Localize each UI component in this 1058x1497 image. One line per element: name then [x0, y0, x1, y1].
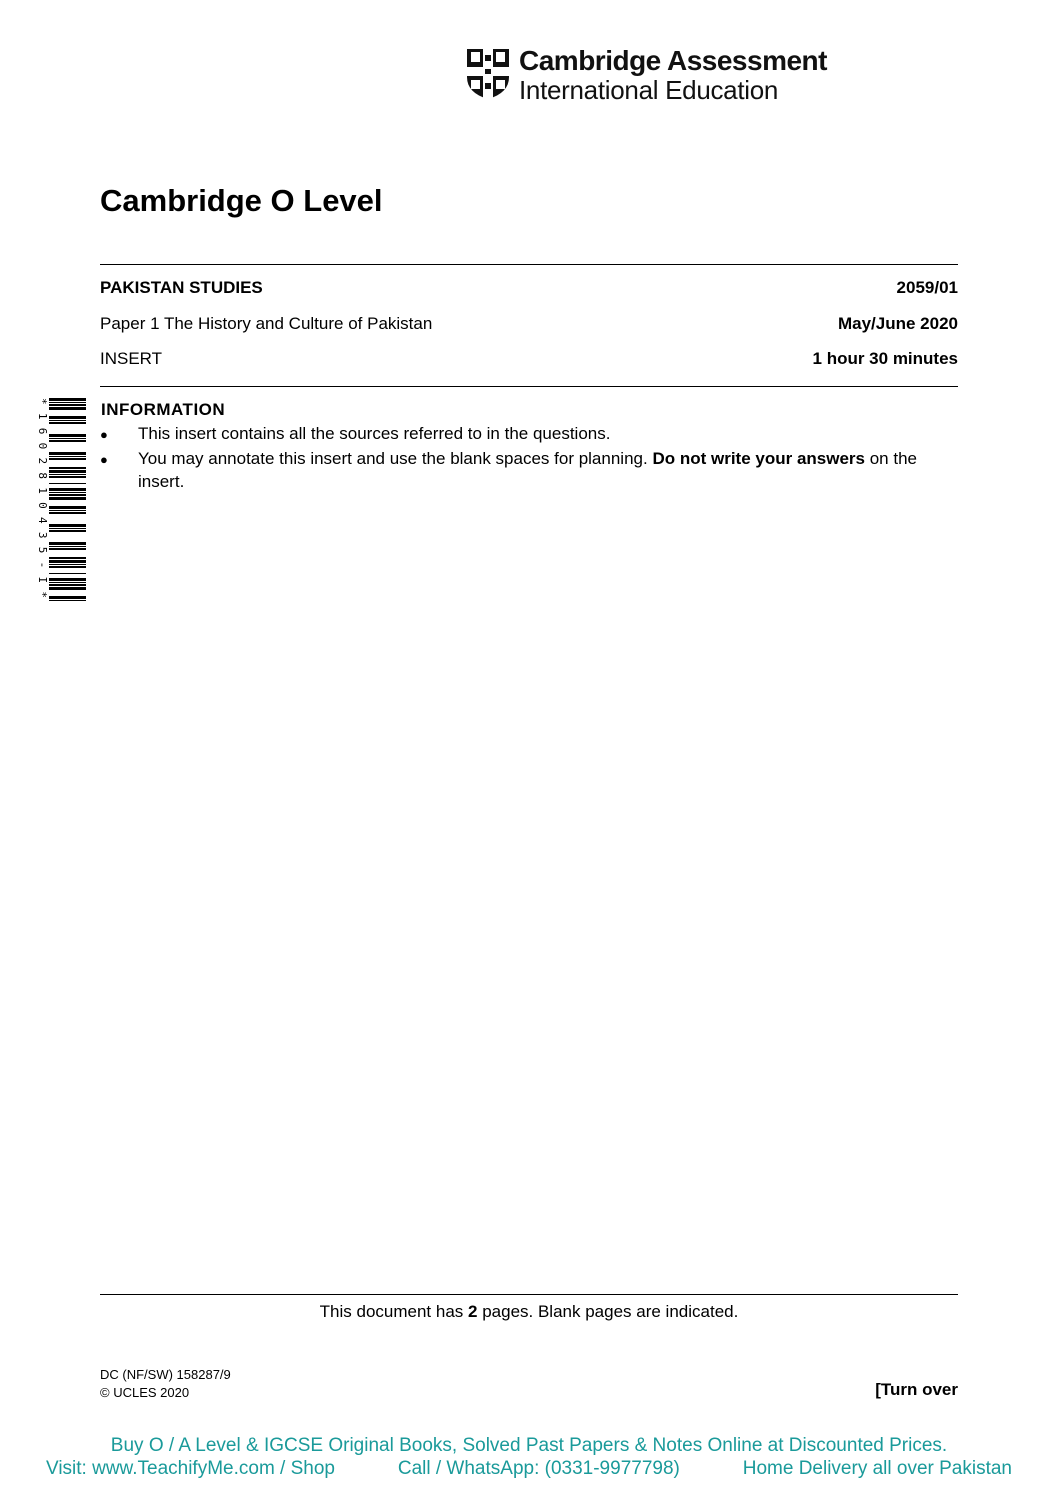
barcode-bar [49, 467, 86, 469]
barcode-bar [49, 497, 86, 500]
barcode-bar [49, 573, 86, 574]
barcode-bar [49, 546, 86, 547]
bullet-text-part: You may annotate this insert and use the blank spaces for planning. [138, 448, 653, 468]
barcode-bar [49, 416, 86, 419]
barcode-bar [49, 560, 86, 563]
promo-phone[interactable]: Call / WhatsApp: (0331-9977798) [397, 1458, 680, 1479]
promo-contacts [0, 1458, 1058, 1480]
barcode-bar [49, 458, 86, 460]
barcode-bar [49, 398, 86, 401]
list-item [100, 447, 958, 494]
divider-bottom [100, 1294, 958, 1295]
barcode-bar [49, 587, 86, 590]
page-count-note [100, 1302, 958, 1322]
barcode-bar [49, 582, 86, 583]
paper-code: 2059/01 [896, 278, 958, 297]
barcode-bar [49, 492, 86, 493]
document-reference: DC (NF/SW) 158287/9 [100, 1367, 231, 1382]
barcode-bar [49, 407, 86, 410]
bullet-text-bold: Do not write your answers [652, 448, 865, 468]
university-shield-icon [465, 47, 511, 101]
barcode-bar [49, 548, 86, 550]
barcode-bar [49, 564, 86, 565]
logo-line-2: International Education [519, 75, 779, 105]
barcode-bar [49, 542, 86, 545]
subject-name: PAKISTAN STUDIES [100, 278, 263, 297]
barcode-bar [49, 440, 86, 442]
barcode-bar [49, 438, 86, 439]
type-row [100, 349, 958, 369]
document-type: INSERT [100, 349, 163, 368]
bullet-text: This insert contains all the sources referred to in the questions. [138, 424, 611, 443]
barcode-bar [49, 420, 86, 421]
barcode-bar [49, 474, 86, 475]
barcode-bar [49, 578, 86, 581]
logo-line-1: Cambridge Assessment [519, 45, 827, 76]
barcode-bar [49, 404, 86, 406]
divider-middle [100, 386, 958, 387]
list-item [100, 422, 958, 447]
barcode-graphic [36, 398, 86, 601]
page-title: Cambridge O Level [100, 183, 383, 218]
footer-reference [100, 1366, 231, 1402]
barcode-bar [49, 524, 86, 527]
turn-over: [Turn over [875, 1380, 958, 1399]
information-list [100, 422, 958, 494]
promo-delivery: Home Delivery all over Pakistan [742, 1458, 1012, 1479]
barcode-bar [49, 600, 86, 601]
barcode-bar [49, 596, 86, 599]
barcode-bar [49, 402, 86, 403]
paper-title: Paper 1 The History and Culture of Pakistan [100, 314, 433, 333]
barcode-bar [49, 452, 86, 455]
promo-website[interactable]: Visit: www.TeachifyMe.com / Shop [46, 1458, 335, 1479]
barcode-bar [49, 422, 86, 424]
barcode-bar [49, 557, 86, 559]
page-note-text: pages. Blank pages are indicated. [477, 1302, 739, 1321]
barcode-text: *1602810435-I* [36, 398, 49, 598]
barcode-bar [49, 456, 86, 457]
barcode-bar [49, 494, 86, 496]
information-heading: INFORMATION [101, 400, 226, 419]
paper-row [100, 314, 958, 334]
barcode-bar [49, 476, 86, 478]
barcode-bar [49, 488, 86, 491]
barcode-bar [49, 584, 86, 586]
barcode-bar [49, 566, 86, 568]
bullet-text [138, 447, 958, 494]
divider-top [100, 264, 958, 265]
bullet-icon: ● [100, 427, 108, 442]
page-note-text: This document has [319, 1302, 469, 1321]
barcode-bar [49, 512, 86, 514]
copyright: © UCLES 2020 [100, 1385, 190, 1400]
exam-session: May/June 2020 [837, 314, 958, 333]
bullet-text-part: on the insert. [138, 448, 917, 491]
barcode-bar [49, 528, 86, 529]
exam-duration: 1 hour 30 minutes [812, 349, 958, 368]
promo-line: Buy O / A Level & IGCSE Original Books, Solved Past Papers & Notes Online at Discounted Prices. [110, 1435, 948, 1456]
cambridge-logo [465, 47, 827, 103]
page-count: 2 [468, 1302, 478, 1321]
subject-row [100, 278, 958, 298]
barcode-bar [49, 483, 86, 484]
bullet-icon: ● [100, 451, 108, 467]
barcode-bar [49, 506, 86, 509]
barcode [36, 398, 86, 601]
barcode-bar [49, 470, 86, 473]
barcode-bar [49, 510, 86, 511]
barcode-bar [49, 434, 86, 437]
barcode-bar [49, 530, 86, 532]
